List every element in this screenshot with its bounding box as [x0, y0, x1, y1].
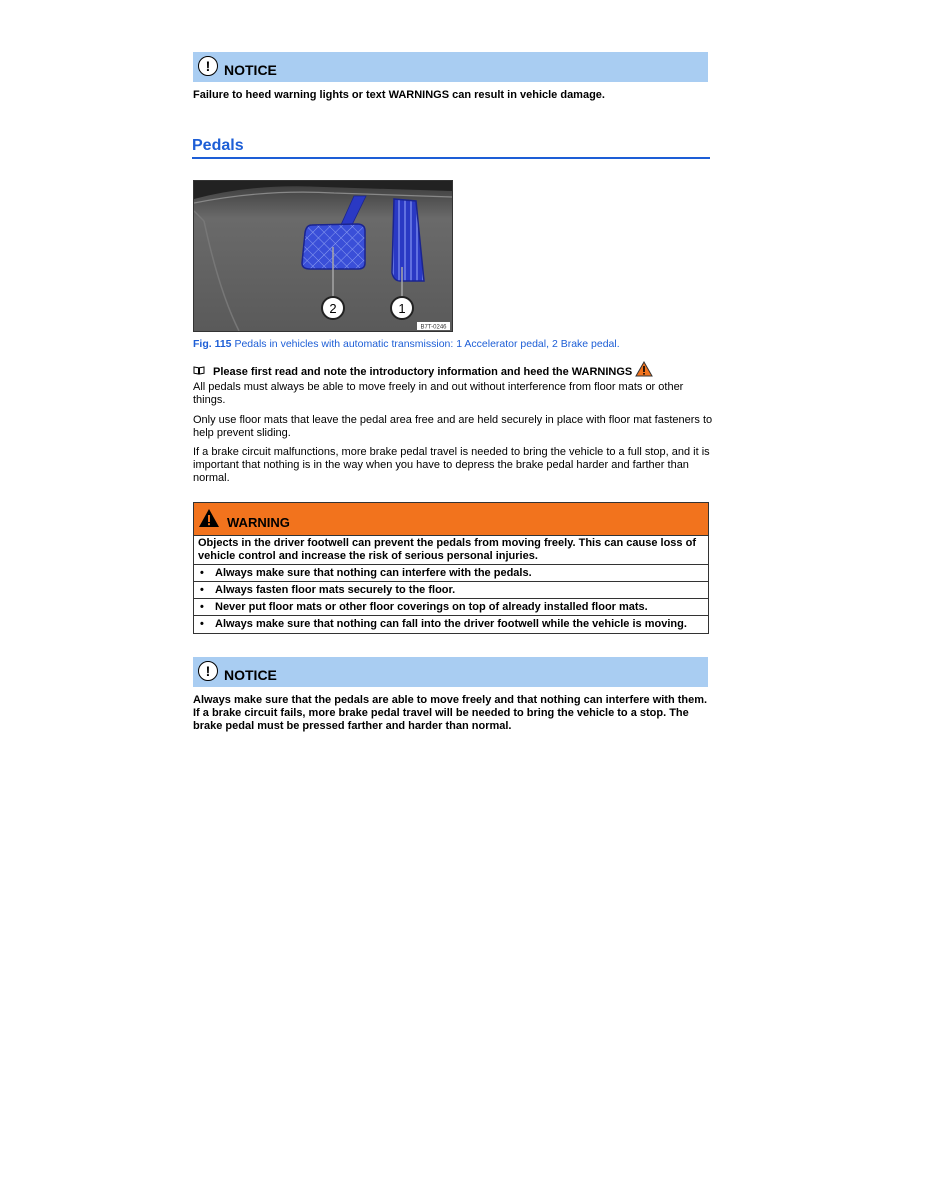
exclamation-circle-icon: ! — [198, 56, 218, 76]
notice-text: Failure to heed warning lights or text WARNINGS can result in vehicle damage. — [193, 89, 605, 101]
notice-label: NOTICE — [224, 667, 277, 683]
paragraph-1: All pedals must always be able to move freely in and out without interference from floor mats or other things. — [193, 381, 684, 406]
figure-code: B7T-0246 — [420, 324, 447, 331]
callout-1: 1 — [398, 301, 406, 316]
bullet-icon: • — [200, 601, 204, 613]
exclamation-circle-icon: ! — [198, 661, 218, 681]
warning-item-text: Never put floor mats or other floor coverings on top of already installed floor mats. — [215, 601, 648, 613]
book-icon — [193, 366, 205, 378]
warning-list-item — [194, 564, 708, 581]
notice-banner — [193, 657, 708, 687]
paragraph-2: Only use floor mats that leave the pedal area free and are held securely in place with floor mat fasteners to help prevent sliding. — [193, 414, 713, 439]
warning-item-text: Always make sure that nothing can interfere with the pedals. — [215, 567, 532, 579]
warning-intro: Objects in the driver footwell can prevent the pedals from moving freely. This can cause loss of vehicle control and increase the risk of serious personal injuries. — [198, 537, 696, 562]
bullet-icon: • — [200, 584, 204, 596]
warning-box — [193, 502, 709, 634]
warning-item-text: Always fasten floor mats securely to the floor. — [215, 584, 456, 596]
warning-label: WARNING — [227, 515, 290, 530]
paragraph-3: If a brake circuit malfunctions, more brake pedal travel is needed to bring the vehicle to a full stop, and it is important that nothing is in the way when you have to depress the brake pedal harder and farther than normal. — [193, 446, 710, 484]
warning-header — [194, 503, 708, 536]
figure-caption — [193, 338, 620, 350]
callout-2: 2 — [329, 301, 337, 316]
warning-triangle-icon[interactable] — [635, 361, 653, 380]
heading-divider — [192, 157, 710, 159]
read-first-text: Please first read and note the introductory information and heed the WARNINGS — [213, 366, 633, 378]
pedals-figure — [193, 180, 453, 332]
warning-list-item — [194, 581, 708, 598]
warning-triangle-icon — [198, 508, 220, 533]
warning-item-text: Always make sure that nothing can fall into the driver footwell while the vehicle is moving. — [215, 618, 687, 630]
pedals-illustration — [194, 181, 452, 331]
bullet-icon: • — [200, 618, 204, 630]
warning-list-item — [194, 598, 708, 615]
read-first-line — [193, 361, 653, 380]
notice-label: NOTICE — [224, 62, 277, 78]
figure-number: Fig. 115 — [193, 338, 232, 350]
notice-banner — [193, 52, 708, 82]
figure-caption-text: Pedals in vehicles with automatic transmission: 1 Accelerator pedal, 2 Brake pedal. — [234, 338, 620, 350]
section-heading: Pedals — [192, 137, 244, 154]
notice-text: Always make sure that the pedals are able to move freely and that nothing can interfere with them. If a brake circuit fails, more brake pedal travel will be needed to bring the vehicle to a stop. The brake pedal must be pressed farther and harder than normal. — [193, 694, 708, 732]
bullet-icon: • — [200, 567, 204, 579]
warning-list-item — [194, 615, 708, 632]
